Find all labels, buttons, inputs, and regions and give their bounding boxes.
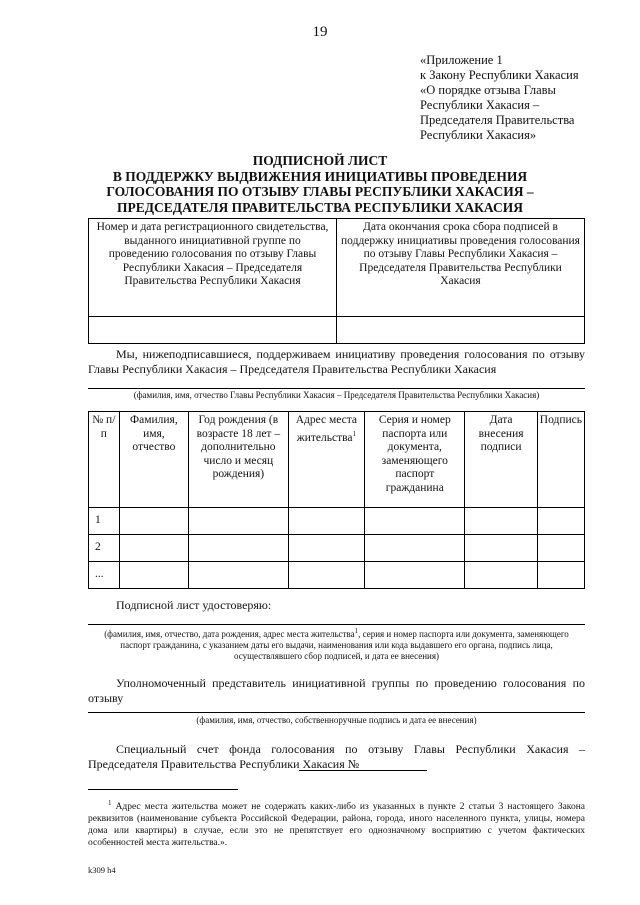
title-line: ПОДПИСНОЙ ЛИСТ bbox=[252, 153, 388, 168]
birth-cell[interactable] bbox=[189, 508, 288, 535]
address-header-text: Адрес места жительства bbox=[295, 414, 358, 444]
account-number-line[interactable] bbox=[299, 770, 427, 771]
title-line: ПРЕДСЕДАТЕЛЯ ПРАВИТЕЛЬСТВА РЕСПУБЛИКИ ХАКАСИЯ bbox=[116, 199, 524, 215]
name-cell[interactable] bbox=[119, 562, 189, 589]
col-name-header: Фамилия, имя, отчество bbox=[119, 412, 189, 508]
certify-caption bbox=[88, 626, 585, 662]
col-signature-header: Подпись bbox=[537, 412, 584, 508]
collection-end-date-cell[interactable] bbox=[337, 317, 585, 344]
signatures-table bbox=[88, 411, 585, 589]
address-cell[interactable] bbox=[288, 535, 365, 562]
name-cell[interactable] bbox=[119, 508, 189, 535]
passport-cell[interactable] bbox=[365, 508, 465, 535]
representative-caption: (фамилия, имя, отчество, собственноручные подпись и дата ее внесения) bbox=[196, 715, 477, 725]
footnote-ref: 1 bbox=[354, 627, 359, 635]
appendix-line: Республики Хакасия – bbox=[420, 98, 540, 112]
footnote-ref: 1 bbox=[352, 429, 356, 438]
table-row bbox=[89, 562, 585, 589]
registration-number-cell[interactable] bbox=[89, 317, 337, 344]
support-statement: Мы, нижеподписавшиеся, поддерживаем инициативу проведения голосования по отзыву Главы Республики Хакасия – Председателя Правительства Республики Хакасия bbox=[88, 347, 585, 376]
page-number: 19 bbox=[312, 24, 328, 40]
signature-cell[interactable] bbox=[537, 508, 584, 535]
appendix-line: Председателя Правительства bbox=[420, 113, 575, 127]
passport-cell[interactable] bbox=[365, 535, 465, 562]
address-cell[interactable] bbox=[288, 508, 365, 535]
document-code: k309 h4 bbox=[88, 865, 116, 875]
support-caption: (фамилия, имя, отчество Главы Республики Хакасия – Председателя Правительства Республики Хакасия) bbox=[133, 390, 540, 400]
support-name-line[interactable] bbox=[88, 388, 585, 389]
appendix-line: к Закону Республики Хакасия bbox=[420, 68, 579, 82]
table-row bbox=[89, 535, 585, 562]
col-address-header bbox=[288, 412, 365, 508]
col-date-header: Дата внесения подписи bbox=[465, 412, 537, 508]
registration-number-header: Номер и дата регистрационного свидетельства, выданного инициативной группе по проведению голосования по отзыву Главы Республики Хакасия – Председателя Правительства Республики Хакасия bbox=[89, 219, 337, 317]
date-cell[interactable] bbox=[465, 535, 537, 562]
birth-cell[interactable] bbox=[189, 535, 288, 562]
row-number: ... bbox=[89, 562, 120, 589]
col-birth-header: Год рождения (в возрасте 18 лет – дополнительно число и месяц рождения) bbox=[189, 412, 288, 508]
representative-text: Уполномоченный представитель инициативной группы по проведению голосования по отзыву bbox=[88, 676, 585, 705]
table-row bbox=[89, 508, 585, 535]
registration-table bbox=[88, 218, 585, 344]
certify-line[interactable] bbox=[88, 624, 585, 625]
row-number: 2 bbox=[89, 535, 120, 562]
title-line: В ПОДДЕРЖКУ ВЫДВИЖЕНИЯ ИНИЦИАТИВЫ ПРОВЕДЕНИЯ bbox=[112, 168, 528, 184]
signature-cell[interactable] bbox=[537, 535, 584, 562]
name-cell[interactable] bbox=[119, 535, 189, 562]
appendix-line: Республики Хакасия» bbox=[420, 128, 537, 142]
footnote-separator bbox=[88, 789, 238, 790]
signature-cell[interactable] bbox=[537, 562, 584, 589]
col-passport-header: Серия и номер паспорта или документа, заменяющего паспорт гражданина bbox=[365, 412, 465, 508]
certify-label: Подписной лист удостоверяю: bbox=[116, 598, 272, 612]
footnote-mark: 1 bbox=[108, 799, 112, 807]
certify-caption-part1: (фамилия, имя, отчество, дата рождения, адрес места жительства bbox=[104, 629, 355, 639]
certify-caption-part2: , серия и номер паспорта или документа, заменяющего паспорт гражданина, с указанием даты его выдачи, наименования или кода выдавшего его органа, подпись лица, осуществлявшего сбор подписей, и дата ее внесения) bbox=[120, 629, 569, 661]
passport-cell[interactable] bbox=[365, 562, 465, 589]
col-number-header: № п/п bbox=[89, 412, 120, 508]
footnote bbox=[88, 797, 585, 849]
date-cell[interactable] bbox=[465, 508, 537, 535]
birth-cell[interactable] bbox=[189, 562, 288, 589]
appendix-line: «Приложение 1 bbox=[420, 53, 503, 67]
row-number: 1 bbox=[89, 508, 120, 535]
address-cell[interactable] bbox=[288, 562, 365, 589]
date-cell[interactable] bbox=[465, 562, 537, 589]
title-line: ГОЛОСОВАНИЯ ПО ОТЗЫВУ ГЛАВЫ РЕСПУБЛИКИ ХАКАСИЯ – bbox=[106, 184, 534, 199]
account-text: Специальный счет фонда голосования по отзыву Главы Республики Хакасия – Председателя Правительства Республики Хакасия № bbox=[88, 742, 585, 771]
footnote-text: Адрес места жительства может не содержать каких-либо из указанных в пункте 2 статьи 3 настоящего Закона реквизитов (наименование субъекта Российской Федерации, района, города, иного населенного пункта, улицы, номера дома или квартиры) в случае, если это не препятствует его однозначному восприятию с учетом фактических особенностей места жительства.». bbox=[88, 802, 585, 849]
representative-line[interactable] bbox=[88, 712, 585, 713]
document-title bbox=[60, 153, 580, 215]
appendix-reference bbox=[420, 53, 579, 143]
collection-end-date-header: Дата окончания срока сбора подписей в поддержку инициативы проведения голосования по отзыву Главы Республики Хакасия – Председателя Правительства Республики Хакасия bbox=[337, 219, 585, 317]
appendix-line: «О порядке отзыва Главы bbox=[420, 83, 556, 97]
